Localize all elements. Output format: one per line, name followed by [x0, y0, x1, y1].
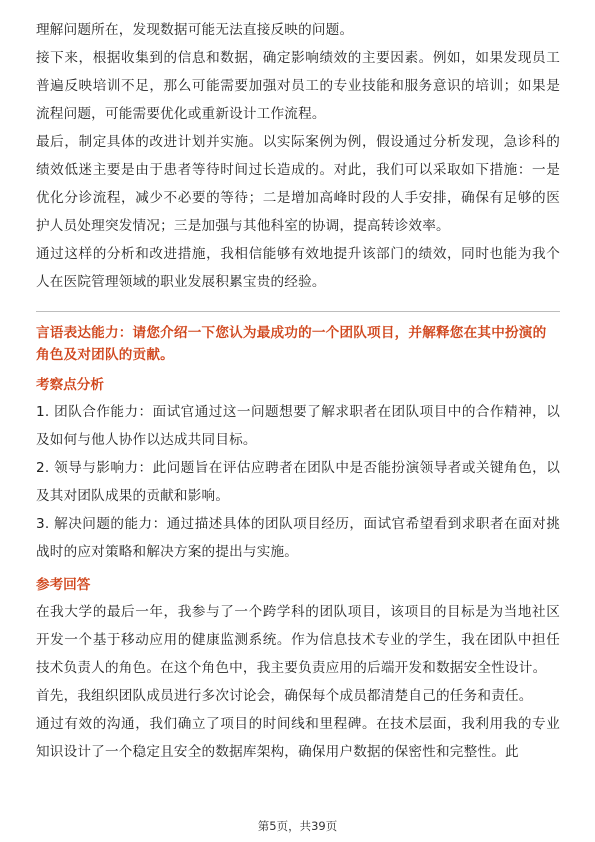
- answer-paragraph: 首先，我组织团队成员进行多次讨论会，确保每个成员都清楚自己的任务和责任。: [36, 688, 533, 704]
- analysis-item: 2. 领导与影响力：此问题旨在评估应聘者在团队中是否能扮演领导者或关键角色，以及其对团队成果的贡献和影响。: [36, 460, 560, 504]
- analysis-item: 3. 解决问题的能力：通过描述具体的团队项目经历，面试官希望看到求职者在面对挑战时的应对策略和解决方案的提出与实施。: [36, 516, 560, 560]
- answer-paragraph: 通过有效的沟通，我们确立了项目的时间线和里程碑。在技术层面，我利用我的专业知识设计了一个稳定且安全的数据库架构，确保用户数据的保密性和完整性。此: [36, 716, 560, 760]
- document-page: [36, 16, 560, 766]
- analysis-item: 1. 团队合作能力：面试官通过这一问题想要了解求职者在团队项目中的合作精神，以及如何与他人协作以达成共同目标。: [36, 404, 560, 448]
- page-number: 第5页，共39页: [257, 819, 338, 833]
- answer-paragraph: 在我大学的最后一年，我参与了一个跨学科的团队项目，该项目的目标是为当地社区开发一个基于移动应用的健康监测系统。作为信息技术专业的学生，我在团队中担任技术负责人的角色。在这个角色中，我主要负责应用的后端开发和数据安全性设计。: [36, 604, 560, 676]
- answer-heading: 参考回答: [36, 577, 91, 593]
- intro-paragraph: 理解问题所在，发现数据可能无法直接反映的问题。: [36, 22, 354, 38]
- intro-paragraph: 最后，制定具体的改进计划并实施。以实际案例为例，假设通过分析发现，急诊科的绩效低迷主要是由于患者等待时间过长造成的。对此，我们可以采取如下措施：一是优化分诊流程，减少不必要的等待；二是增加高峰时段的人手安排，确保有足够的医护人员处理突发情况；三是加强与其他科室的协调，提高转诊效率。: [36, 134, 560, 234]
- section-divider: [36, 311, 560, 312]
- intro-paragraph: 接下来，根据收集到的信息和数据，确定影响绩效的主要因素。例如，如果发现员工普遍反映培训不足，那么可能需要加强对员工的专业技能和服务意识的培训；如果是流程问题，可能需要优化或重新设计工作流程。: [36, 50, 560, 122]
- intro-paragraph: 通过这样的分析和改进措施，我相信能够有效地提升该部门的绩效，同时也能为我个人在医院管理领域的职业发展积累宝贵的经验。: [36, 246, 560, 290]
- analysis-heading: 考察点分析: [36, 377, 104, 393]
- interview-question: 言语表达能力：请您介绍一下您认为最成功的一个团队项目，并解释您在其中扮演的角色及对团队的贡献。: [36, 325, 547, 363]
